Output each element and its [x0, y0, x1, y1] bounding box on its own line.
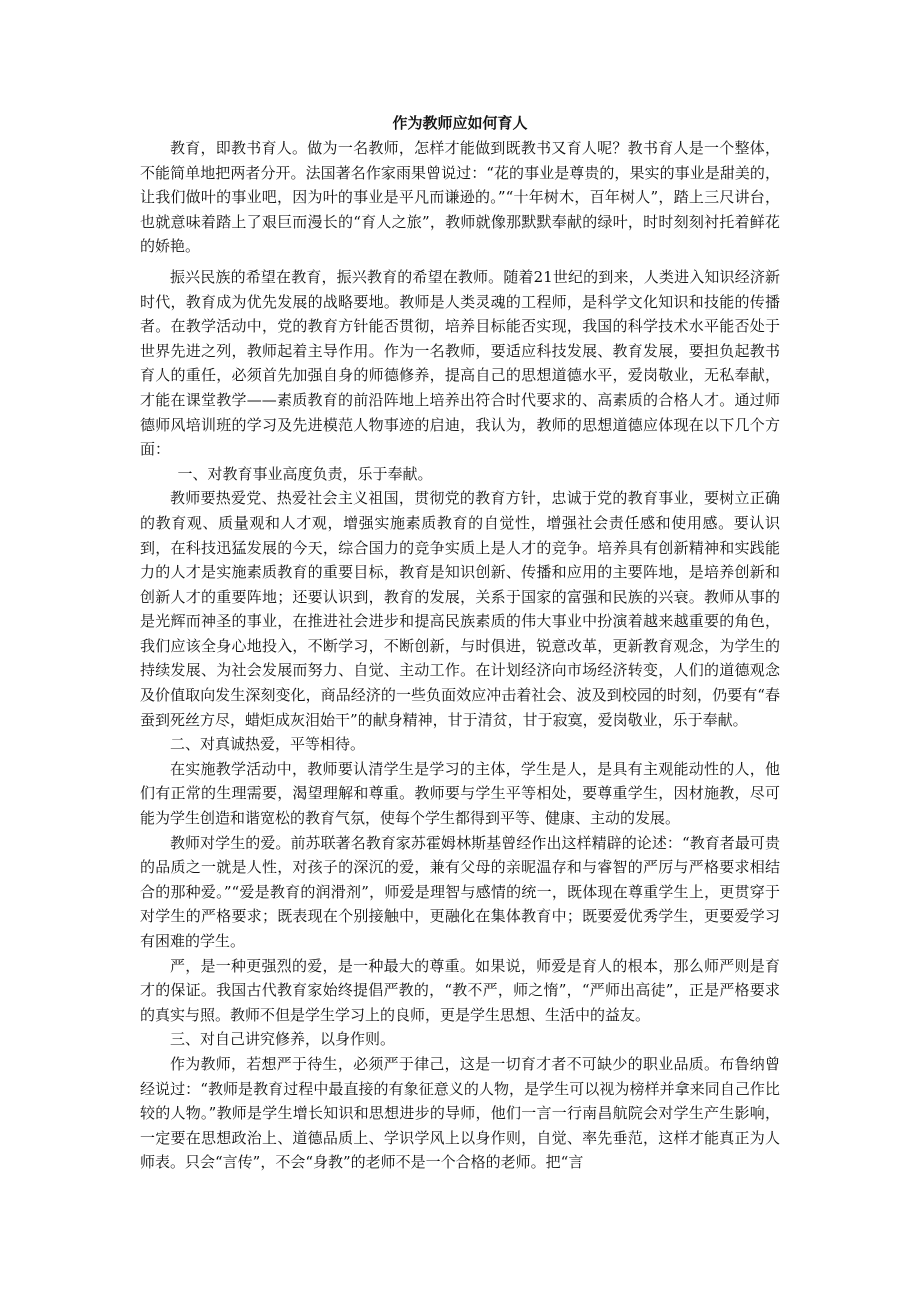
paragraph-section-2b: 教师对学生的爱。前苏联著名教育家苏霍姆林斯基曾经作出这样精辟的论述：“教育者最可贵的品质之一就是人性，对孩子的深沉的爱，兼有父母的亲昵温存和与睿智的严厉与严格要求相结合的那种爱。”“爱是教育的润滑剂”，师爱是理智与感情的统一，既体现在尊重学生上，更贯穿于对学生的严格要求；既表现在个别接触中，更融化在集体教育中；既要爱优秀学生，更要爱学习有困难的学生。: [140, 833, 780, 950]
paragraph-national-hope: 振兴民族的希望在教育，振兴教育的希望在教师。随着21世纪的到来，人类进入知识经济新时代，教育成为优先发展的战略要地。教师是人类灵魂的工程师，是科学文化知识和技能的传播者。在教学活动中，党的教育方针能否贯彻，培养目标能否实现，我国的科学技术水平能否处于世界先进之列，教师起着主导作用。作为一名教师，要适应科技发展、教育发展，要担负起教书育人的重任，必须首先加强自身的师德修养，提高自己的思想道德水平，爱岗敬业，无私奉献，才能在课堂教学——素质教育的前沿阵地上培养出符合时代要求的、高素质的合格人才。通过师德师风培训班的学习及先进模范人物事迹的启迪，我认为，教师的思想道德应体现在以下几个方面：: [140, 267, 780, 459]
section-heading-2: 二、对真诚热爱，平等相待。: [170, 735, 366, 754]
paragraph-section-1: 教师要热爱党、热爱社会主义祖国，贯彻党的教育方针，忠诚于党的教育事业，要树立正确的教育观、质量观和人才观，增强实施素质教育的自觉性，增强社会责任感和使用感。要认识到，在科技迅猛发展的今天，综合国力的竞争实质上是人才的竞争。培养具有创新精神和实践能力的人才是实施素质教育的重要目标，教育是知识创新、传播和应用的主要阵地，是培养创新和创新人才的重要阵地；还要认识到，教育的发展，关系于国家的富强和民族的兴衰。教师从事的是光辉而神圣的事业，在推进社会进步和提高民族素质的伟大事业中扮演着越来越重要的角色，我们应该全身心地投入，不断学习，不断创新，与时俱进，锐意改革，更新教育观念，为学生的持续发展、为社会发展而努力、自觉、主动工作。在计划经济向市场经济转变，人们的道德观念及价值取向发生深刻变化，商品经济的一些负面效应冲击着社会、波及到校园的时刻，仍要有“春蚕到死丝方尽，蜡炬成灰泪始干”的献身精神，甘于清贫，甘于寂寞，爱岗敬业，乐于奉献。: [140, 489, 780, 729]
paragraph-intro: 教育，即教书育人。做为一名教师，怎样才能做到既教书又育人呢？教书育人是一个整体，不能简单地把两者分开。法国著名作家雨果曾说过：“花的事业是尊贵的，果实的事业是甜美的，让我们做叶的事业吧，因为叶的事业是平凡而谦逊的。”“十年树木，百年树人”，踏上三尺讲台，也就意味着踏上了艰巨而漫长的“育人之旅”，教师就像那默默奉献的绿叶，时时刻刻衬托着鲜花的娇艳。: [140, 139, 780, 256]
section-heading-1: 一、对教育事业高度负责，乐于奉献。: [177, 464, 433, 483]
paragraph-section-3: 作为教师，若想严于待生，必须严于律己，这是一切育才者不可缺少的职业品质。布鲁纳曾经说过：“教师是教育过程中最直接的有象征意义的人物，是学生可以视为榜样并拿来同自己作比较的人物。”教师是学生增长知识和思想进步的导师，他们一言一行南昌航院会对学生产生影响，一定要在思想政治上、道德品质上、学识学风上以身作则，自觉、率先垂范，这样才能真正为人师表。只会“言传”，不会“身教”的老师不是一个合格的老师。把“言: [140, 1054, 780, 1172]
section-heading-3: 三、对自己讲究修养，以身作则。: [170, 1030, 396, 1049]
paragraph-section-2c: 严，是一种更强烈的爱，是一种最大的尊重。如果说，师爱是育人的根本，那么师严则是育才的保证。我国古代教育家始终提倡严教的，“教不严，师之惰”，“严师出高徒”，正是严格要求的真实与照。教师不但是学生学习上的良师，更是学生思想、生活中的益友。: [140, 956, 780, 1024]
document-body: [140, 136, 780, 1175]
document-title: 作为教师应如何育人: [392, 114, 528, 132]
paragraph-section-2a: 在实施教学活动中，教师要认清学生是学习的主体，学生是人，是具有主观能动性的人，他们有正常的生理需要，渴望理解和尊重。教师要与学生平等相处，要尊重学生，因材施教，尽可能为学生创造和谐宽松的教育气氛，使每个学生都得到平等、健康、主动的发展。: [140, 759, 780, 828]
